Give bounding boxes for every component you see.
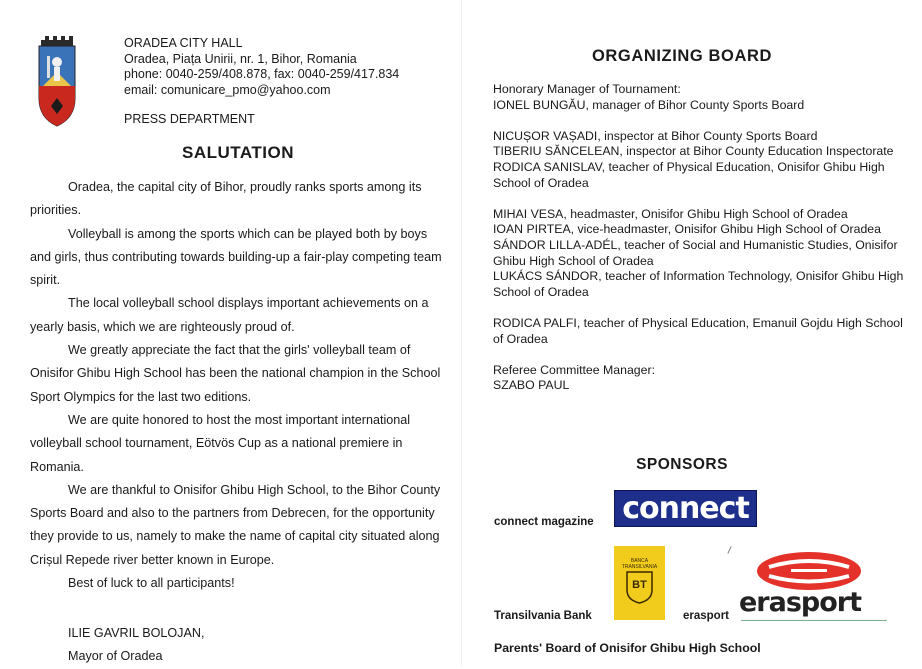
erasport-logo-word: erasport [739,587,862,618]
stray-mark [727,546,731,554]
board-line: Honorary Manager of Tournament: [493,82,681,96]
board-group [493,363,913,394]
board-line: SÁNDOR LILLA-ADÉL, teacher of Social and Humanistic Studies, Onisifor Ghibu High School of Oradea [493,237,898,268]
bt-mark: BT [632,579,647,591]
transilvania-bank-label: Transilvania Bank [494,610,592,622]
transilvania-bank-logo [614,546,665,620]
connect-magazine-label: connect magazine [494,516,594,528]
salutation-title: SALUTATION [181,143,295,162]
board-line: LUKÁCS SÁNDOR, teacher of Information Technology, Onisifor Ghibu High School of Oradea [493,269,904,299]
city-hall-header [124,36,399,98]
board-line: TIBERIU SĂNCELEAN, inspector at Bihor County Education Inspectorate [493,144,894,159]
board-line: Referee Committee Manager: [493,362,655,377]
sponsors-title: SPONSORS [636,456,728,473]
erasport-logo-mark-icon [755,551,863,591]
organizing-board-title: ORGANIZING BOARD [591,47,773,65]
board-line: RODICA PALFI, teacher of Physical Education, Emanuil Gojdu High School of Oradea [493,315,903,346]
oradea-coat-of-arms-icon [37,36,77,128]
board-line: SZABO PAUL [493,378,570,393]
page-fold [461,0,462,666]
org-name: ORADEA CITY HALL [124,36,243,50]
paragraph: The local volleyball school displays important achievements on a yearly basis, which we are righteously proud of. [30,296,429,334]
board-group [493,129,913,191]
paragraph: Oradea, the capital city of Bihor, proudly ranks sports among its priorities. [30,180,422,218]
board-line: IOAN PIRTEA, vice-headmaster, Onisifor Ghibu High School of Oradea [493,222,881,237]
salutation-text [30,176,448,595]
signature-title: Mayor of Oradea [68,649,163,664]
paragraph: We are quite honored to host the most important international volleyball school tournament, Eötvös Cup as a national premiere in Romania. [30,412,411,474]
board-group [493,207,913,301]
board-line: NICUȘOR VAȘADI, inspector at Bihor County Sports Board [493,128,818,143]
paragraph: We are thankful to Onisifor Ghibu High School, to the Bihor County Sports Board and also to the partners from Debrecen, for the opportunity they provide to us, namely to make the name of capital city situated along Crișul Repede river better known in Europe. [30,482,441,567]
email: email: comunicare_pmo@yahoo.com [124,82,331,97]
signature [68,622,204,669]
board-line: IONEL BUNGĂU, manager of Bihor County Sports Board [493,97,805,112]
paragraph: Volleyball is among the sports which can be played both by boys and girls, thus contributing towards building-up a fair-play competing team spirit. [30,226,442,288]
paragraph: We greatly appreciate the fact that the girls' volleyball team of Onisifor Ghibu High School has been the national champion in the School Sport Olympics for the last two editions. [30,343,441,404]
board-group [493,82,913,113]
board-line: RODICA SANISLAV, teacher of Physical Education, Onisifor Ghibu High School of Oradea [493,159,885,190]
press-department: PRESS DEPARTMENT [124,112,255,126]
bank-logo-text: BANCA TRANSILVANIA [621,558,658,570]
signature-name: ILIE GAVRIL BOLOJAN, [68,626,205,640]
organizing-board-list [493,82,913,409]
erasport-label: erasport [683,610,730,622]
board-group [493,316,913,347]
phone-fax: phone: 0040-259/408.878, fax: 0040-259/417.834 [124,67,400,81]
erasport-underline [741,620,887,621]
board-line: MIHAI VESA, headmaster, Onisifor Ghibu High School of Oradea [493,206,848,221]
parents-board: Parents' Board of Onisifor Ghibu High School [494,641,761,655]
connect-logo: connect [614,490,757,527]
address: Oradea, Piața Unirii, nr. 1, Bihor, Romania [124,51,357,66]
paragraph: Best of luck to all participants! [68,576,235,591]
